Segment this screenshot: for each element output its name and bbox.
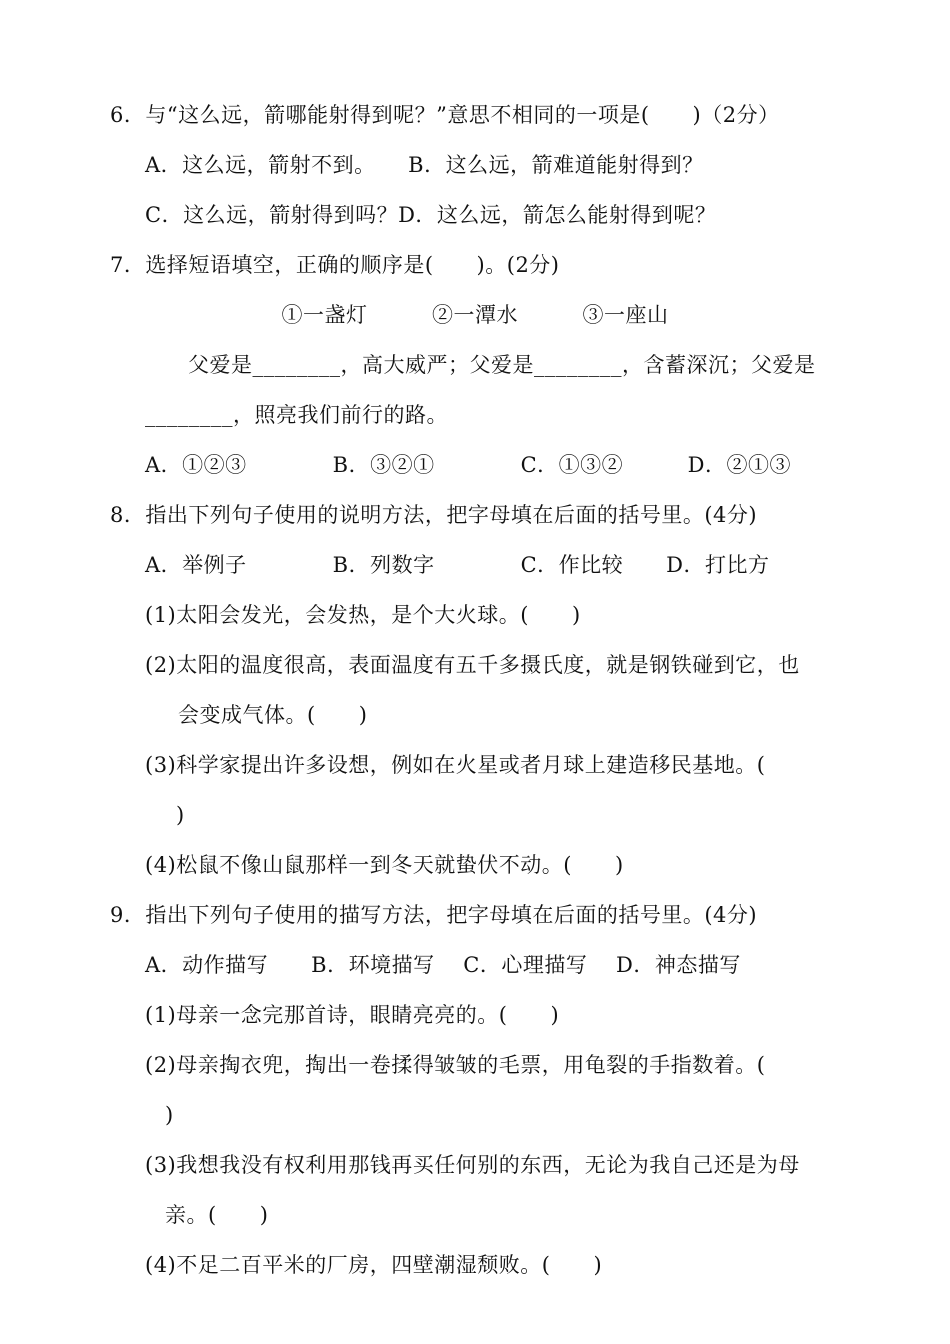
q8-item-2-line2: 会变成气体。( ) (178, 703, 368, 727)
q6-stem: 6．与“这么远，箭哪能射得到呢？”意思不相同的一项是( )（2分） (110, 103, 780, 127)
q9-item-2-line2: ) (165, 1103, 174, 1127)
q9-options: A．动作描写 B．环境描写 C．心理描写 D．神态描写 (145, 953, 741, 977)
q9-item-2-line1: (2)母亲掏衣兜，掏出一卷揉得皱皱的毛票，用龟裂的手指数着。( (145, 1053, 766, 1077)
q6-options-cd: C．这么远，箭射得到吗？D．这么远，箭怎么能射得到呢？ (145, 203, 717, 227)
q7-passage-line1: 父爱是________，高大威严；父爱是________，含蓄深沉；父爱是 (188, 353, 816, 377)
q9-item-1: (1)母亲一念完那首诗，眼睛亮亮的。( ) (145, 1003, 560, 1027)
q8-item-3-line1: (3)科学家提出许多设想，例如在火星或者月球上建造移民基地。( (145, 753, 766, 777)
q8-item-3-line2: ) (176, 803, 185, 827)
q9-item-4: (4)不足二百平米的厂房，四壁潮湿颓败。( ) (145, 1253, 603, 1277)
q9-item-3-line2: 亲。( ) (165, 1203, 269, 1227)
q7-phrase-choices: ①一盏灯 ②一潭水 ③一座山 (281, 303, 669, 327)
q8-item-4: (4)松鼠不像山鼠那样一到冬天就蛰伏不动。( ) (145, 853, 624, 877)
q9-item-3-line1: (3)我想我没有权利用那钱再买任何别的东西，无论为我自己还是为母 (145, 1153, 800, 1177)
q8-stem: 8．指出下列句子使用的说明方法，把字母填在后面的括号里。(4分) (110, 503, 758, 527)
q8-options: A．举例子 B．列数字 C．作比较 D．打比方 (145, 553, 770, 577)
q8-item-2-line1: (2)太阳的温度很高，表面温度有五千多摄氏度，就是钢铁碰到它，也 (145, 653, 800, 677)
q7-passage-line2: ________，照亮我们前行的路。 (145, 403, 448, 427)
q6-options-ab: A．这么远，箭射不到。 B．这么远，箭难道能射得到？ (145, 153, 704, 177)
q8-item-1: (1)太阳会发光，会发热，是个大火球。( ) (145, 603, 581, 627)
q7-options: A．①②③ B．③②① C．①③② D．②①③ (145, 453, 791, 477)
q9-stem: 9．指出下列句子使用的描写方法，把字母填在后面的括号里。(4分) (110, 903, 758, 927)
q7-stem: 7．选择短语填空，正确的顺序是( )。(2分) (110, 253, 560, 277)
